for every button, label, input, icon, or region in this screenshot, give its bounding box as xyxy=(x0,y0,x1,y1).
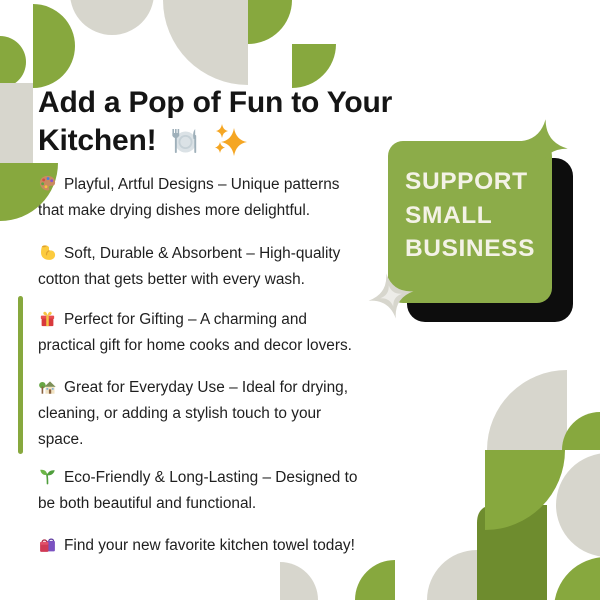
badge-line: BUSINESS xyxy=(405,235,536,262)
title-line1: Add a Pop of Fun to Your xyxy=(38,86,393,119)
feature-line: that make drying dishes more delightful. xyxy=(38,202,311,219)
deco-gray-quarter-large xyxy=(163,0,248,85)
feature-item-everyday-use xyxy=(38,375,410,453)
flexed-biceps-emoji xyxy=(38,243,57,262)
fork-knife-plate-emoji xyxy=(169,126,202,156)
feature-item-cta xyxy=(38,533,410,559)
deco-green-quarter-bottom xyxy=(355,560,395,600)
feature-line: Great for Everyday Use – Ideal for drying, xyxy=(64,379,348,396)
feature-line: be both beautiful and functional. xyxy=(38,495,257,512)
badge-line: SMALL xyxy=(405,201,493,229)
feature-line: Find your new favorite kitchen towel today! xyxy=(64,537,355,554)
house-with-garden-emoji xyxy=(38,377,57,396)
title-line2: Kitchen! xyxy=(38,124,157,157)
artist-palette-emoji xyxy=(38,174,57,193)
feature-line: practical gift for home cooks and decor lovers. xyxy=(38,337,352,354)
deco-green-circle-corner xyxy=(554,557,600,600)
deco-gray-quarter-bottom2 xyxy=(427,550,477,600)
green-sparkle-icon xyxy=(513,116,572,175)
deco-green-quarter-overlay xyxy=(485,450,565,530)
deco-green-quarter-edge xyxy=(562,412,600,450)
feature-line: Playful, Artful Designs – Unique patterns xyxy=(64,176,340,193)
wrapped-gift-emoji xyxy=(38,309,57,328)
feature-item-soft-durable xyxy=(38,241,410,293)
feature-line: cleaning, or adding a stylish touch to your xyxy=(38,405,322,422)
page-title xyxy=(38,84,392,160)
deco-green-quarter-b xyxy=(292,44,336,88)
seedling-emoji xyxy=(38,467,57,486)
deco-gray-square-left xyxy=(0,83,33,163)
feature-item-eco-friendly xyxy=(38,465,410,517)
feature-line: Soft, Durable & Absorbent – High-quality xyxy=(64,245,341,262)
feature-line: space. xyxy=(38,431,84,448)
deco-left-half-disc-small xyxy=(0,36,26,88)
feature-line: Eco-Friendly & Long-Lasting – Designed to xyxy=(64,469,358,486)
feature-line: cotton that gets better with every wash. xyxy=(38,271,305,288)
sparkles-emoji xyxy=(214,124,248,156)
deco-gray-quarter-upper-right xyxy=(487,370,567,450)
deco-green-quarter-a xyxy=(248,0,292,44)
feature-item-gifting xyxy=(38,307,410,359)
deco-green-semicircle xyxy=(33,4,75,88)
shopping-bags-emoji xyxy=(38,535,57,554)
feature-item-playful-designs xyxy=(38,172,410,224)
feature-line: Perfect for Gifting – A charming and xyxy=(64,311,307,328)
deco-gray-quarter-bottom1 xyxy=(280,562,318,600)
deco-gray-circle-top xyxy=(70,0,154,35)
left-accent-bar xyxy=(18,296,23,454)
badge-line: SUPPORT xyxy=(405,168,528,195)
